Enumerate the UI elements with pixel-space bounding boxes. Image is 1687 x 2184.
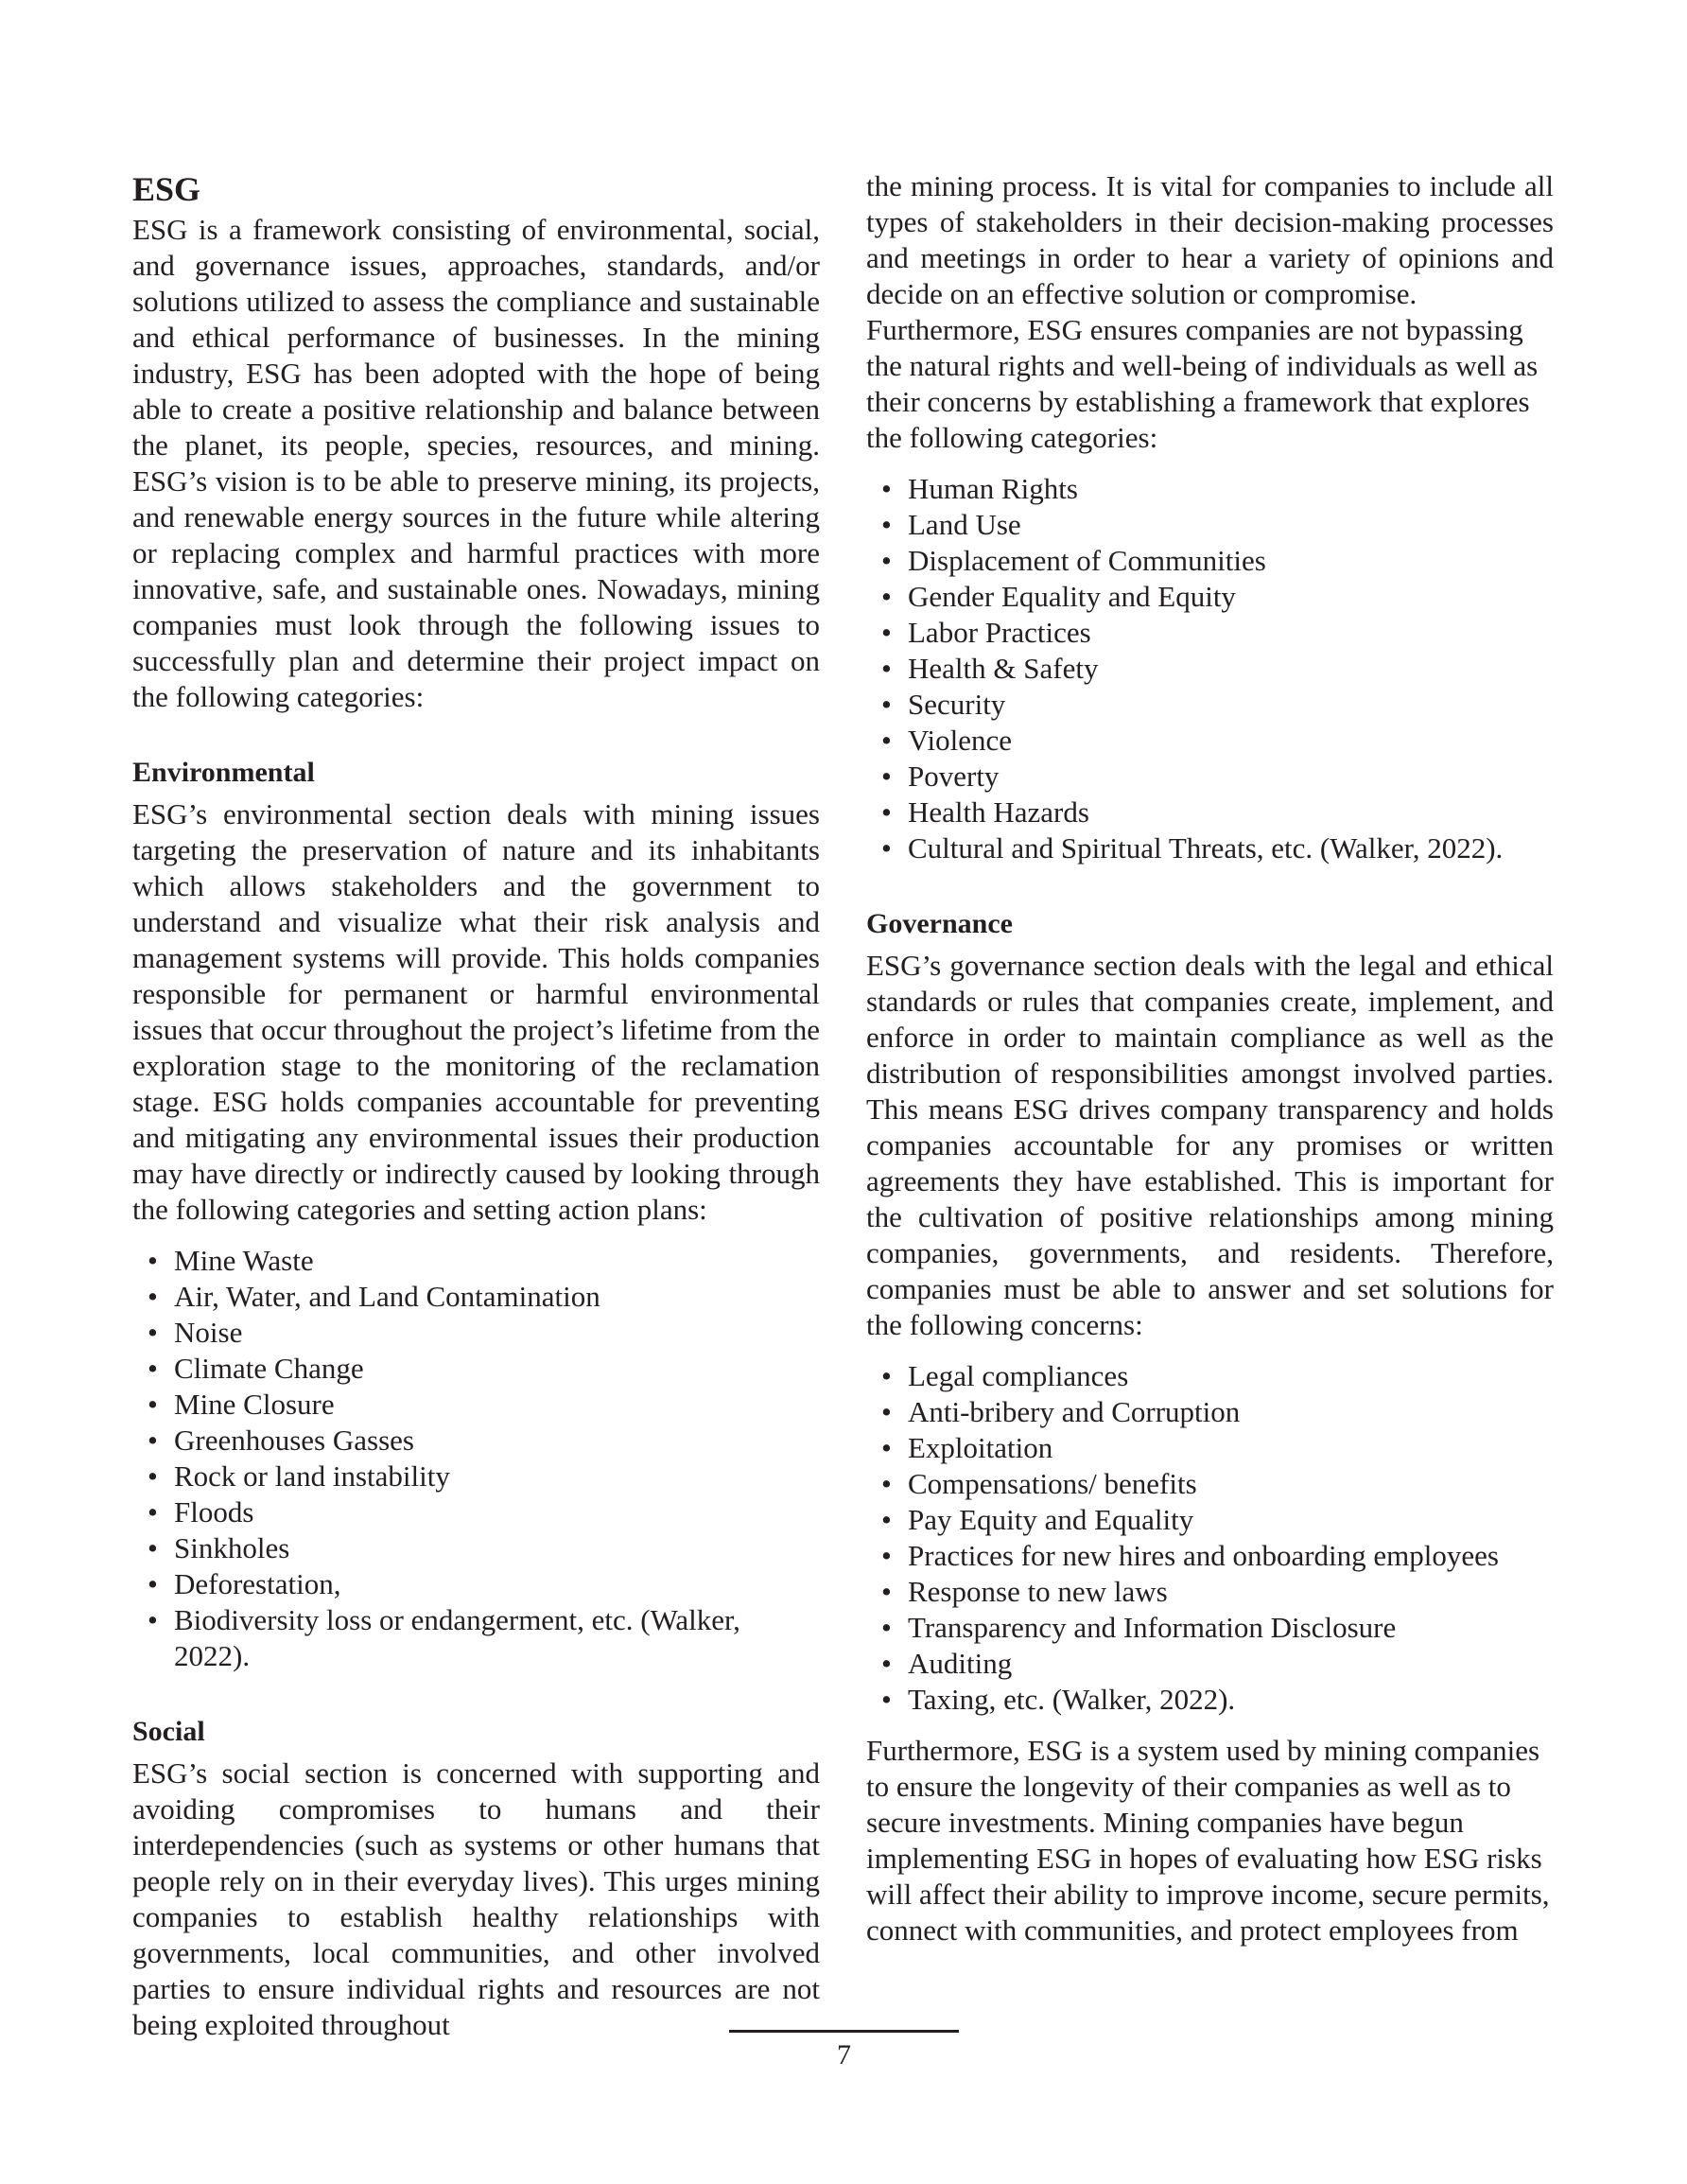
list-item: • Labor Practices [881, 615, 1554, 651]
list-item: • Transparency and Information Disclosure [881, 1610, 1554, 1646]
list-item: • Taxing, etc. (Walker, 2022). [881, 1682, 1554, 1718]
right-column [866, 168, 1554, 1948]
list-item: • Anti-bribery and Corruption [881, 1394, 1554, 1430]
social-second-paragraph: Furthermore, ESG ensures companies are not bypassing the natural rights and well-being of individuals as well as their concerns by establishing a framework that explores the following categories: [866, 313, 1539, 454]
list-item: • Land Use [881, 507, 1554, 543]
list-item: • Poverty [881, 759, 1554, 795]
list-item: • Biodiversity loss or endangerment, etc. (Walker, 2022). [148, 1602, 820, 1674]
list-item: • Human Rights [881, 471, 1554, 507]
list-item: • Security [881, 687, 1554, 723]
list-item: • Response to new laws [881, 1574, 1554, 1610]
list-item: • Noise [148, 1315, 820, 1351]
list-item: • Health Hazards [881, 795, 1554, 830]
list-item: • Practices for new hires and onboarding employees [881, 1538, 1554, 1574]
list-item: • Rock or land instability [148, 1459, 820, 1494]
section-title: ESG [132, 170, 201, 208]
governance-paragraph: ESG’s governance section deals with the legal and ethical standards or rules that companies create, implement, and enforce in order to maintain compliance as well as the distribution of responsibilities amongst involved parties. This means ESG drives company transparency and holds companies accountable for any promises or written agreements they have established. This is important for the cultivation of positive relationships among mining companies, governments, and residents. Therefore, companies must be able to answer and set solutions for the following concerns: [866, 949, 1554, 1341]
list-item: • Mine Waste [148, 1243, 820, 1279]
social-list [866, 471, 1554, 866]
list-item: • Climate Change [148, 1351, 820, 1387]
list-item: • Pay Equity and Equality [881, 1502, 1554, 1538]
list-item: • Auditing [881, 1646, 1554, 1682]
list-item: • Gender Equality and Equity [881, 579, 1554, 615]
governance-heading: Governance [866, 908, 1013, 939]
social-heading: Social [132, 1716, 205, 1747]
list-item: • Greenhouses Gasses [148, 1423, 820, 1459]
list-item: • Legal compliances [881, 1358, 1554, 1394]
footer-rule [729, 2030, 959, 2033]
list-item: • Deforestation, [148, 1566, 820, 1602]
list-item: • Cultural and Spiritual Threats, etc. (Walker, 2022). [881, 830, 1554, 866]
environmental-paragraph: ESG’s environmental section deals with mining issues targeting the preservation of nature and its inhabitants which allows stakeholders and the government to understand and visualize what their risk analysis and management systems will provide. This holds companies responsible for permanent or harmful environmental issues that occur throughout the project’s lifetime from the exploration stage to the monitoring of the reclamation stage. ESG holds companies accountable for preventing and mitigating any environmental issues their production may have directly or indirectly caused by looking through the following categories and setting action plans: [132, 797, 820, 1226]
list-item: • Air, Water, and Land Contamination [148, 1279, 820, 1315]
list-item: • Mine Closure [148, 1387, 820, 1423]
list-item: • Violence [881, 723, 1554, 759]
left-column [132, 168, 820, 2043]
closing-paragraph: Furthermore, ESG is a system used by mining companies to ensure the longevity of their companies as well as to secure investments. Mining companies have begun implementing ESG in hopes of evaluating how ESG risks will affect their ability to improve income, secure permits, connect with communities, and protect employees from [866, 1734, 1550, 1947]
environmental-list [132, 1243, 820, 1674]
list-item: • Floods [148, 1494, 820, 1530]
social-paragraph: ESG’s social section is concerned with supporting and avoiding compromises to humans and their interdependencies (such as systems or other humans that people rely on in their everyday lives). This urges mining companies to establish healthy relationships with governments, local communities, and other involved parties to ensure individual rights and resources are not being exploited throughout [132, 1756, 820, 2041]
intro-paragraph: ESG is a framework consisting of environmental, social, and governance issues, approaches, standards, and/or solutions utilized to assess the compliance and sustainable and ethical performance of businesses. In the mining industry, ESG has been adopted with the hope of being able to create a positive relationship and balance between the planet, its people, species, resources, and mining. ESG’s vision is to be able to preserve mining, its projects, and renewable energy sources in the future while altering or replacing complex and harmful practices with more innovative, safe, and sustainable ones. Nowadays, mining companies must look through the following issues to successfully plan and determine their project impact on the following categories: [132, 213, 820, 713]
list-item: • Exploitation [881, 1430, 1554, 1466]
environmental-heading: Environmental [132, 757, 315, 788]
list-item: • Health & Safety [881, 651, 1554, 687]
list-item: • Sinkholes [148, 1530, 820, 1566]
page-number: 7 [837, 2039, 851, 2070]
list-item: • Displacement of Communities [881, 543, 1554, 579]
social-continued-paragraph: the mining process. It is vital for companies to include all types of stakeholders in their decision-making processes and meetings in order to hear a variety of opinions and decide on an effective solution or compromise. [866, 169, 1554, 310]
list-item: • Compensations/ benefits [881, 1466, 1554, 1502]
governance-list [866, 1358, 1554, 1718]
